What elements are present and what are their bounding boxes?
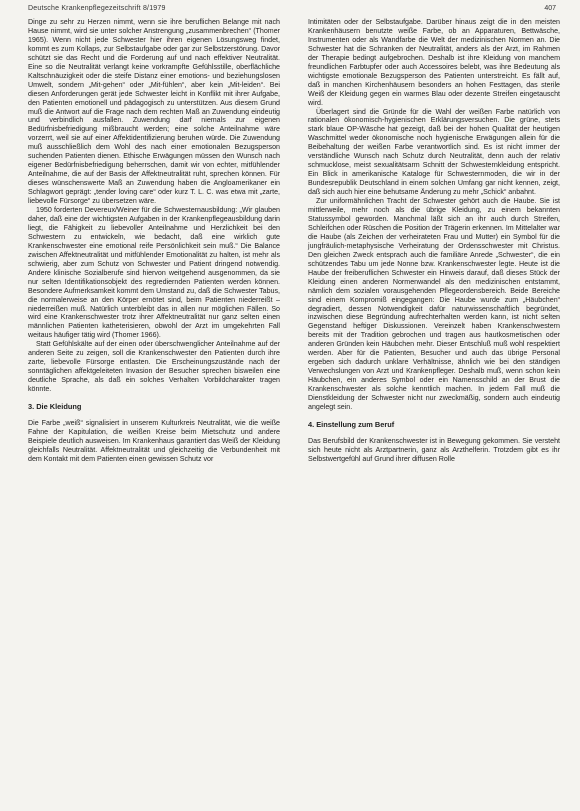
body-paragraph: Dinge zu sehr zu Herzen nimmt, wenn sie ihre beruflichen Belange mit nach Hause nimmt, wird sie unter solcher Anstrengung „zusammenbrechen“ (Thomer 1965). Wenn nicht jede Schwester hier ihren eigenen Lösungsweg findet, kommt es zum Kollaps, zur Selbstaufgabe oder gar zur Selbstzerstörung. Davor schützt sie das Recht und die Forderung auf und nach effektiver Neutralität. Eine so die Neutralität verlangt keine vorkrampfte Gefühlsstille, oberflächliche Kaltschnäuzigkeit oder die steife Distanz einer emotions- und beziehungslosen Umwelt, sondern „Mit-gehen“ oder „Mit-fühlen“, aber kein „Mit-leiden“. Bei diesen Anforderungen gerät jede Schwester leicht in Konflikt mit ihrer Aufgabe, den Patienten emotionell und pädagogisch zu unterstützen. Aus diesem Grund muß die Antwort auf die Frage nach dem rechten Maß an Zuwendung eindeutig und verbindlich ausfallen. Zuwendung darf niemals zur eigenen Bedürfnisbefriedigung mißbraucht werden; eine solche Anteilnahme wäre vorzerrt, weil sie auf einer Affektidentifizierung beruhen würde. Die Zuwendung muß ausschließlich dem Wohl des nach einer emotionalen Bezugsperson suchenden Patienten dienen. Ethische Erwägungen müssen den Wunsch nach eigener Bedürfnisbefriedigung beherrschen, damit wir von echter, mitfühlender Anteilnahme, die auf der Basis der Affektneutralität ruht, sprechen können. Für dieses wünschenswerte Maß an Zuwendung haben die Angloamerikaner ein Schlagwort geprägt: „tender loving care“ oder kurz T. L. C. was etwa mit „zarte, liebevolle Fürsorge“ zu übersetzen wäre.: [28, 18, 280, 206]
right-column: [308, 18, 560, 464]
body-paragraph: 1950 forderten Devereux/Weiner für die Schwesternausbildung: „Wir glauben daher, daß eine der wichtigsten Aufgaben in der Krankenpflegeausbildung darin liegt, die Fähigkeit zu liebevoller Anteilnahme und Herzlichkeit bei den Schwestern zu entwickeln, wie bedacht, daß eine wirklich gute Krankenschwester eine emotional reife Persönlichkeit sein muß.“ Die Balance zwischen Affektneutralität und mitfühlender Emotionalität zu halten, ist mehr als schwierig, aber zum Schutz von Schwester und Patient dringend notwendig. Andere klinische Sozialberufe sind hiervon weitgehend ausgenommen, da sie nur selten Identifikationsobjekt des regrediernden Patienten werden können. Besondere Aufmerksamkeit kommt dem Umstand zu, daß die Schwester Tabus, die normalerweise an den Körper ernötet sind, beim Patienten niederreißt – niederreißen muß. Natürlich unterbleibt das in allen nur möglichen Fällen. So wird eine Krankenschwester trotz ihrer Affektneutralität nur ganz selten einen männlichen Patienten katheterisieren, obwohl der Arzt im umgekehrten Fall weitaus häufiger tätig wird (Thomer 1966).: [28, 206, 280, 340]
left-column: [28, 18, 280, 464]
running-head: Deutsche Krankenpflegezeitschrift 8/1979: [28, 5, 166, 12]
body-paragraph: Statt Gefühlskälte auf der einen oder überschwenglicher Anteilnahme auf der anderen Seite zu zeigen, soll die Krankenschwester den Patienten durch ihre zarte, liebevolle Fürsorge entlasten. Die Erscheinungszustände nach der sonntäglichen affektgeleiteten Invasion der Besucher sprechen bisweilen eine deutliche Sprache, als daß ein solches Verhalten Vorbildcharakter tragen könnte.: [28, 340, 280, 394]
page-number: 407: [544, 5, 556, 12]
body-paragraph: Intimitäten oder der Selbstaufgabe. Darüber hinaus zeigt die in den meisten Krankenhäusern benutzte weiße Farbe, ob an Apparaturen, Bettwäsche, Instrumenten oder als Wandfarbe die Welt der medizinischen Normen an. Die Schwester hat die Schranken der Neutralität, anders als der Arzt, im Rahmen der Therapie bedingt aufgebrochen. Deshalb ist ihre Kleidung von manchem freundlichen Farbtupfer oder auch Accessoires belebt, was ihre Bedeutung als wichtigste emotionale Bezugsperson des Patienten unterstreicht. Es fällt auf, daß in manchen Kirchenhäusern besonders an hohen Festtagen, das sterile Weiß der Kleidung gegen ein warmes Blau oder dezente Streifen eingetauscht wird.: [308, 18, 560, 107]
section-heading: 3. Die Kleidung: [28, 402, 82, 412]
body-paragraph: Die Farbe „weiß“ signalisiert in unserem Kulturkreis Neutralität, wie die weiße Fahne der Kapitulation, die weißen Kreise beim Mietschutz und andere Beispiele deutlich ausweisen. Im Krankenhaus garantiert das Weiß der Kleidung gleichfalls Neutralität. Affektneutralität und gleichzeitig die Verbundenheit mit dem Kontakt mit dem Patienten einen gewissen Schutz vor: [28, 418, 280, 463]
body-paragraph: Überlagert sind die Gründe für die Wahl der weißen Farbe natürlich von rationalen ökonomisch-hygienischen Erklärungsversuchen. Die grüne, stets stark blaue OP-Wäsche hat gezeigt, daß bei der hohen Qualität der heutigen Waschmittel weder ökonomische noch hygienische Erwägungen allein für die Beibehaltung der weißen Farbe verantwortlich sind. Es ist nicht immer der verständliche Wunsch nach Schutz durch Neutralität, denn auch der relativ schmucklose, meist sexualitätsarm Schnitt der Schwesternkleidung entspricht. Ein Blick in amerikanische Kataloge für Schwesternmoden, die wir in der Bundesrepublik Deutschland in einem solchen Umfang gar nicht kennen, zeigt, daß sich auch hier eine behutsame Änderung zu mehr „Schick“ anbahnt.: [308, 107, 560, 197]
section-heading: 4. Einstellung zum Beruf: [308, 419, 395, 429]
body-paragraph: Das Berufsbild der Krankenschwester ist in Bewegung gekommen. Sie versteht sich heute nicht als Arztpartnerin, ganz als Arzthelferin. Trotzdem gibt es ihr Selbstwertgefühl auf Grund ihrer diffusen Rolle: [308, 436, 560, 463]
body-paragraph: Zur uniformähnlichen Tracht der Schwester gehört auch die Haube. Sie ist mittlerweile, mehr noch als die übrige Kleidung, zu einem bekannten Statussymbol geworden. Manchmal läßt sich an ihr auch durch Streifen, Schleifchen oder Rüschen die Position der Trägerin erkennen. Im Mittelalter war die Haube (als Zeichen der verheirateten Frau und Mutter) ein Symbol für die jungfräulich-metaphysische Verheiratung der Ordensschwester mit Christus. Den gleichen Zweck entsprach auch die familiäre Anrede „Schwester“, die ein schützendes Tabu um jede Nonne bzw. Krankenschwester legte. Heute ist die Haube der freiberuflichen Schwester ein Hinweis darauf, daß dieses Stück der Kleidung einen anderen Normenwandel als den medizinischen entstammt, nämlich dem sozialen vorausgehenden Pflegeordensbereich. Beide Bereiche sind einem Kompromiß eingegangen: Die Haube wurde zum „Häubchen“ degradiert, dessen Notwendigkeit dafür naturwissenschaftlich begründet, inzwischen diese Begründung aufrechterhalten werden kann, ist nicht selten Gegenstand heftiger Diskussionen. Vereinzelt haben Krankenschwestern bereits mit der Tradition gebrochen und tragen aus hautkosmetischen oder anderen Gründen kein Häubchen mehr. Dieser Entschluß muß wohl respektiert werden. Aber für die Patienten, Besucher und auch das übrige Personal ergeben sich dadurch unklare Verhältnisse, ähnlich wie bei den ständigen Verwechslungen von Arzt und Krankenpfleger. Deshalb muß, wenn schon kein Häubchen, ein anderes Symbol oder ein Namensschild an der Brust die Krankenschwester als solche kenntlich machen. In jedem Fall muß die Dienstkleidung der Schwester nicht nur zweckmäßig, sondern auch eindeutig angelegt sein.: [308, 197, 560, 411]
